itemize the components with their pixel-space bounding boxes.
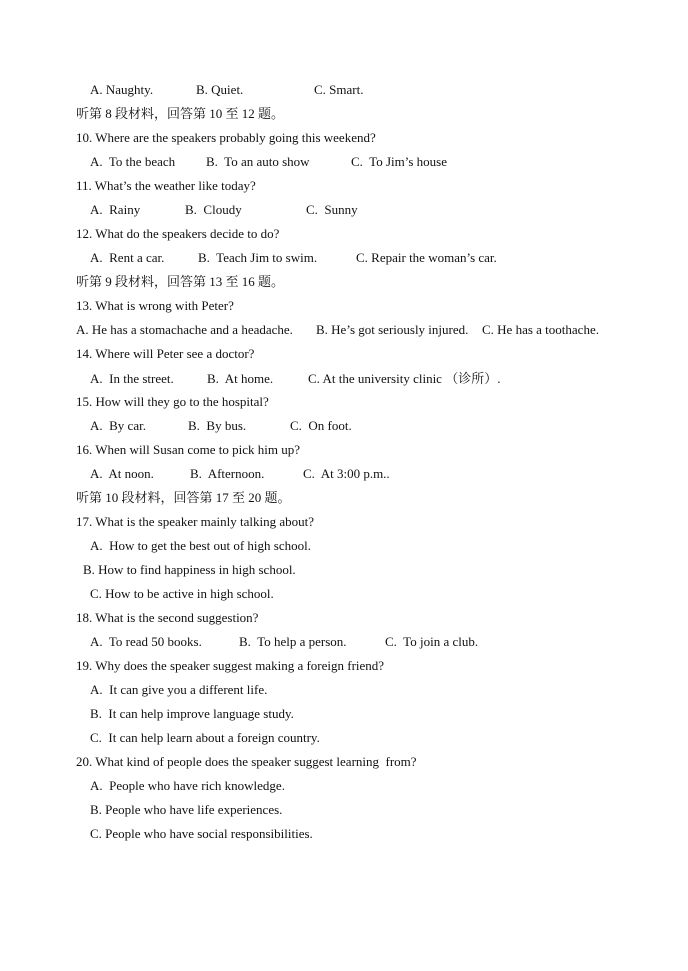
- q13-option-c: C. He has a toothache.: [482, 322, 599, 337]
- q9-option-a: A. Naughty.: [90, 82, 154, 97]
- q12-stem: 12. What do the speakers decide to do?: [76, 226, 280, 241]
- q13-option-b: B. He’s got seriously injured.: [316, 322, 469, 337]
- q10-stem: 10. Where are the speakers probably going this weekend?: [76, 130, 376, 145]
- q15-option-b: B. By bus.: [188, 418, 247, 433]
- q19-option-b: B. It can help improve language study.: [90, 706, 294, 721]
- q20-option-a: A. People who have rich knowledge.: [90, 778, 285, 793]
- q17-option-c: C. How to be active in high school.: [90, 586, 274, 601]
- q16-option-c: C. At 3:00 p.m..: [303, 466, 390, 481]
- q18-option-b: B. To help a person.: [239, 634, 347, 649]
- q16-stem: 16. When will Susan come to pick him up?: [76, 442, 300, 457]
- q9-option-c: C. Smart.: [314, 82, 364, 97]
- q17-option-b: B. How to find happiness in high school.: [83, 562, 296, 577]
- q18-option-a: A. To read 50 books.: [90, 634, 202, 649]
- q15-stem: 15. How will they go to the hospital?: [76, 394, 269, 409]
- q20-stem: 20. What kind of people does the speaker suggest learning from?: [76, 754, 417, 769]
- q20-option-b: B. People who have life experiences.: [90, 802, 283, 817]
- q10-option-c: C. To Jim’s house: [351, 154, 448, 169]
- q16-option-b: B. Afternoon.: [190, 466, 265, 481]
- q16-option-a: A. At noon.: [90, 466, 154, 481]
- q12-option-c: C. Repair the woman’s car.: [356, 250, 497, 265]
- q17-option-a: A. How to get the best out of high school.: [90, 538, 311, 553]
- section-10-heading: 听第 10 段材料，回答第 17 至 20 题。: [76, 490, 291, 505]
- q10-option-a: A. To the beach: [90, 154, 176, 169]
- q14-stem: 14. Where will Peter see a doctor?: [76, 346, 255, 361]
- q11-option-a: A. Rainy: [90, 202, 141, 217]
- q10-option-b: B. To an auto show: [206, 154, 310, 169]
- section-8-heading: 听第 8 段材料，回答第 10 至 12 题。: [76, 106, 285, 121]
- section-9-heading: 听第 9 段材料，回答第 13 至 16 题。: [76, 274, 285, 289]
- q15-option-c: C. On foot.: [290, 418, 352, 433]
- q15-option-a: A. By car.: [90, 418, 146, 433]
- q13-option-a: A. He has a stomachache and a headache.: [76, 322, 293, 337]
- q14-option-c: C. At the university clinic （诊所）.: [308, 371, 501, 386]
- q9-option-b: B. Quiet.: [196, 82, 244, 97]
- q18-option-c: C. To join a club.: [385, 634, 479, 649]
- q12-option-a: A. Rent a car.: [90, 250, 165, 265]
- q11-option-c: C. Sunny: [306, 202, 358, 217]
- q11-stem: 11. What’s the weather like today?: [76, 178, 256, 193]
- q19-option-c: C. It can help learn about a foreign country.: [90, 730, 320, 745]
- q14-option-a: A. In the street.: [90, 371, 174, 386]
- q12-option-b: B. Teach Jim to swim.: [198, 250, 318, 265]
- q19-option-a: A. It can give you a different life.: [90, 682, 268, 697]
- q18-stem: 18. What is the second suggestion?: [76, 610, 259, 625]
- q20-option-c: C. People who have social responsibilities.: [90, 826, 313, 841]
- q19-stem: 19. Why does the speaker suggest making a foreign friend?: [76, 658, 385, 673]
- q11-option-b: B. Cloudy: [185, 202, 242, 217]
- q14-option-b: B. At home.: [207, 371, 274, 386]
- q13-stem: 13. What is wrong with Peter?: [76, 298, 234, 313]
- q17-stem: 17. What is the speaker mainly talking about?: [76, 514, 315, 529]
